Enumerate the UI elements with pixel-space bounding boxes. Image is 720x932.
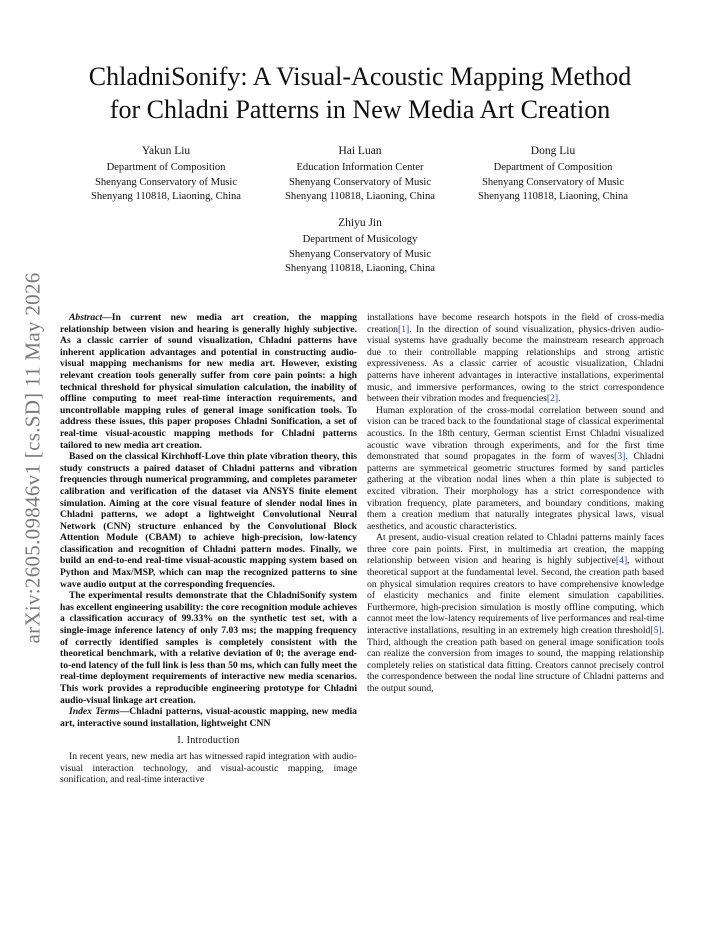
index-terms bbox=[60, 706, 357, 729]
citation-2[interactable]: [2] bbox=[546, 393, 559, 405]
author-block-2 bbox=[260, 144, 460, 204]
intro-text: , without theoretical support at the fundamental level. Second, the creation path based on physical simulation requires creators to have comprehensive knowledge of elasticity mechanics and finite element simulation capabilities. Furthermore, high-precision simulation is mostly offline computing, which cannot meet the low-latency requirements of live performances and real-time interactive installations, resulting in an extremely high creation threshold bbox=[367, 555, 664, 637]
author-block-4 bbox=[260, 216, 460, 276]
intro-text: At present, audio-visual creation related to Chladni patterns mainly faces three core pain points. First, in multimedia art creation, the mapping relationship between vision and hearing is highly subjective bbox=[367, 532, 664, 567]
author-department: Department of Composition bbox=[106, 162, 226, 174]
intro-text: installations have become research hotspots in the field of cross-media creation bbox=[367, 312, 664, 335]
title-line-2: for Chladni Patterns in New Media Art Creation bbox=[109, 95, 611, 124]
intro-text: . Chladni patterns are symmetrical geometric structures formed by sand particles gathering at the vibration nodal lines when a thin plate is subjected to excited vibration. Their morphology has a strict correspondence with vibration frequency, plate parameters, and boundary conditions, making them a creation medium that naturally integrates physical laws, visual aesthetics, and acoustic characteristics. bbox=[367, 451, 664, 532]
author-department: Education Information Center bbox=[296, 162, 424, 174]
author-address: Shenyang 110818, Liaoning, China bbox=[478, 190, 628, 202]
citation-3[interactable]: [3] bbox=[614, 451, 626, 463]
paper-title bbox=[40, 60, 680, 126]
abstract-paragraph-3: The experimental results demonstrate that the ChladniSonify system has excellent engineering usability: the core recognition module achieves a classification accuracy of 99.33% on the synthetic test set, with a single-image inference latency of only 7.03 ms; the mapping frequency of correctly identified samples is completely consistent with the theoretical benchmark, with a relative deviation of 0; the average end-to-end latency of the full link is less than 50 ms, which can fully meet the real-time deployment requirements of interactive new media scenarios. This work provides a reproducible engineering prototype for Chladni audio-visual linkage art creation. bbox=[60, 590, 357, 706]
author-organization: Shenyang Conservatory of Music bbox=[288, 176, 432, 188]
abstract-paragraph-2: Based on the classical Kirchhoff-Love thin plate vibration theory, this study constructs a paired dataset of Chladni patterns and vibration frequencies through numerical programming, and completes parameter calibration and verification of the dataset via ANSYS finite element simulation. Aiming at the core visual feature of slender nodal lines in Chladni patterns, we adopt a lightweight Convolutional Neural Network (CNN) structure enhanced by the Convolutional Block Attention Module (CBAM) to achieve high-precision, low-latency classification and recognition of Chladni pattern modes. Finally, we build an end-to-end real-time visual-acoustic mapping system based on Python and Max/MSP, which can map the recognized patterns to sine wave audio output at the corresponding frequencies. bbox=[60, 451, 357, 590]
author-block-3 bbox=[453, 144, 653, 204]
author-department: Department of Musicology bbox=[302, 234, 418, 246]
author-organization: Shenyang Conservatory of Music bbox=[481, 176, 625, 188]
abstract-text-1: —In current new media art creation, the mapping relationship between vision and hearing is generally highly subjective. As a classic carrier of sound visualization, Chladni patterns have inherent application advantages and potential in constructing audio-visual mapping mechanisms for new media art. However, existing relevant creation tools generally suffer from core pain points: a high technical threshold for physical simulation calculation, the inability of offline computing to meet real-time interaction requirements, and uncontrollable mapping rules of general image sonification tools. To address these issues, this paper proposes Chladni Sonification, a set of real-time visual-acoustic mapping methods for Chladni patterns tailored to new media art creation. bbox=[60, 312, 357, 451]
index-terms-text: —Chladni patterns, visual-acoustic mapping, new media art, interactive sound installation, lightweight CNN bbox=[60, 706, 357, 729]
intro-text: Human exploration of the cross-modal correlation between sound and vision can be traced back to the foundational stage of classical experimental acoustics. In the 18th century, German scientist Ernst Chladni visualized acoustic wave vibration through experiments, and for the first time demonstrated that sound propagates in the form of waves bbox=[367, 404, 664, 463]
author-organization: Shenyang Conservatory of Music bbox=[288, 248, 432, 260]
author-address: Shenyang 110818, Liaoning, China bbox=[285, 190, 435, 202]
author-address: Shenyang 110818, Liaoning, China bbox=[285, 262, 435, 274]
citation-1[interactable]: [1] bbox=[398, 323, 410, 335]
author-block-1 bbox=[66, 144, 266, 204]
intro-paragraph-2 bbox=[367, 405, 664, 533]
intro-text: . In the direction of sound visualization, physics-driven audio-visual systems have gradually become the mainstream research approach due to their controllable mapping relationships and strong artistic expressiveness. As a classic carrier of acoustic visualization, Chladni patterns have inherent advantages in interactive installations, experimental music, and immersive performances, owing to the strict correspondence between their vibration modes and frequencies bbox=[367, 323, 664, 405]
intro-paragraph-1-start: In recent years, new media art has witnessed rapid integration with audio-visual interaction technology, and visual-acoustic mapping, image sonification, and real-time interactive bbox=[60, 750, 357, 786]
author-department: Department of Composition bbox=[493, 162, 613, 174]
intro-paragraph-1-continued: installations have become research hotspots in the field of cross-media creation[1]. In the direction of sound visualization, physics-driven audio-visual systems have gradually become the mainstream research approach due to their controllable mapping relationships and strong artistic expressiveness. As a classic carrier of acoustic visualization, Chladni patterns have inherent advantages in interactive installations, experimental music, and immersive performances, owing to the strict correspondence between their vibration modes and frequencies[2]. bbox=[367, 312, 664, 405]
right-column bbox=[367, 312, 664, 695]
author-name: Yakun Liu bbox=[141, 145, 191, 157]
author-name: Hai Luan bbox=[338, 145, 382, 157]
author-name: Zhiyu Jin bbox=[338, 217, 382, 229]
section-heading-introduction: I. Introduction bbox=[177, 735, 240, 747]
citation-5[interactable]: [5] bbox=[650, 625, 662, 637]
left-column bbox=[60, 312, 357, 786]
abstract-label: Abstract bbox=[69, 312, 103, 323]
intro-text: . Third, although the creation path based on general image sonification tools can realize the conversion from images to sound, the mapping relationship completely relies on statistical data fitting. Creators cannot precisely control the correspondence between the nodal line structure of Chladni patterns and the output sound, bbox=[367, 625, 664, 694]
author-organization: Shenyang Conservatory of Music bbox=[94, 176, 238, 188]
title-line-1: ChladniSonify: A Visual-Acoustic Mapping Method bbox=[88, 62, 632, 91]
author-name: Dong Liu bbox=[530, 145, 576, 157]
citation-4[interactable]: [4] bbox=[615, 555, 628, 567]
intro-paragraph-3 bbox=[367, 532, 664, 694]
abstract-paragraph-1 bbox=[60, 312, 357, 451]
index-terms-label: Index Terms bbox=[69, 706, 120, 718]
author-address: Shenyang 110818, Liaoning, China bbox=[91, 190, 241, 202]
arxiv-identifier: arXiv:2605.09846v1 [cs.SD] 11 May 2026 bbox=[20, 272, 45, 644]
arxiv-sidebar-stamp bbox=[20, 258, 46, 658]
